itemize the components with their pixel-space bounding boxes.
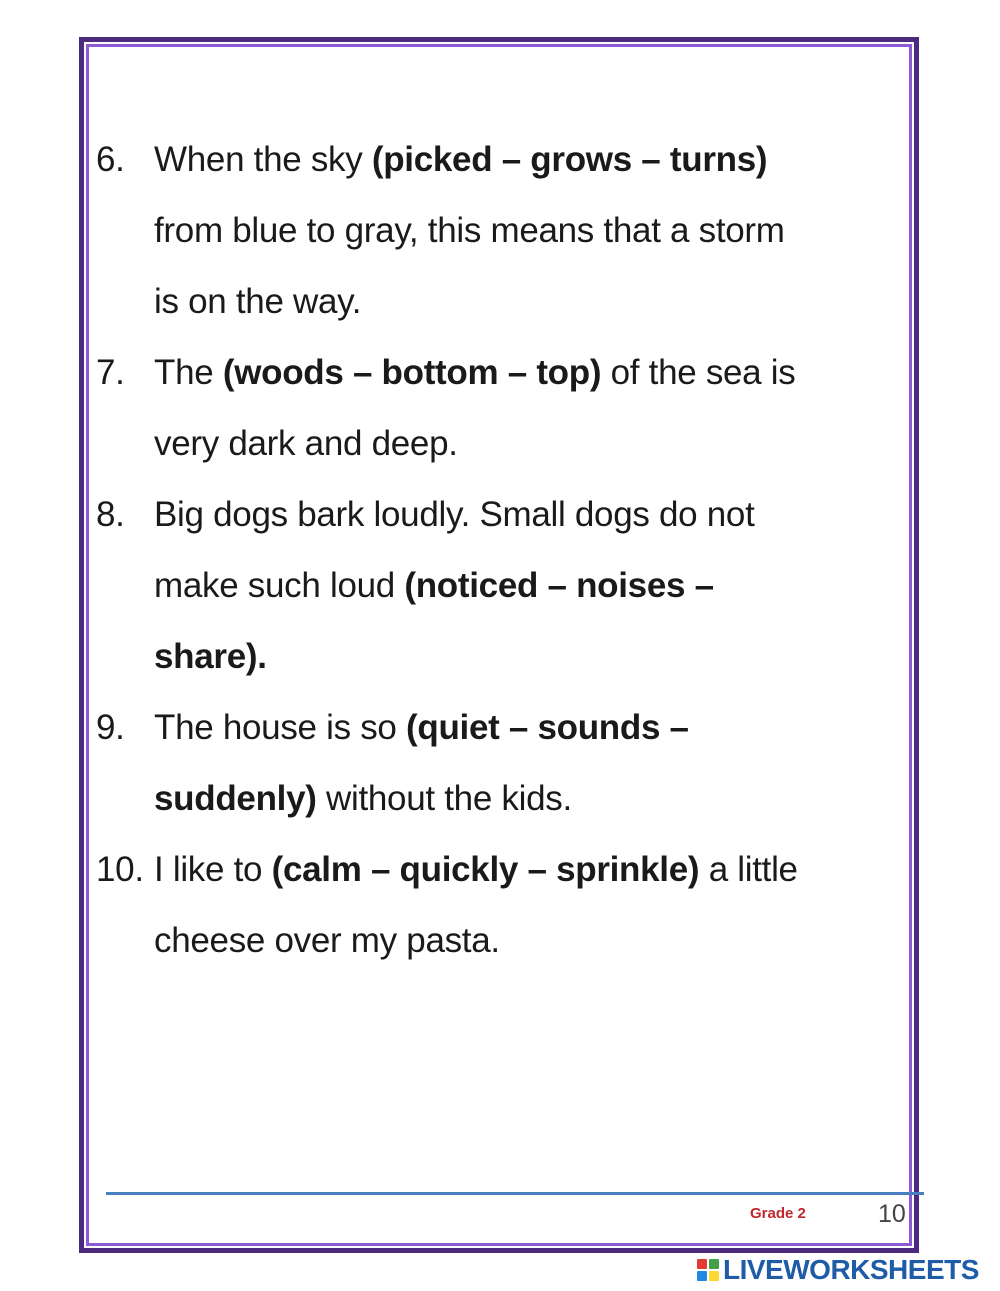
question-text: without the kids. xyxy=(316,779,572,818)
question-line xyxy=(154,408,896,479)
question-text: When the sky xyxy=(154,140,372,179)
question-line xyxy=(154,621,896,692)
question-text: from blue to gray, this means that a storm xyxy=(154,211,785,250)
question-line xyxy=(154,905,896,976)
logo-square xyxy=(697,1259,707,1269)
question-text: cheese over my pasta. xyxy=(154,921,500,960)
question-list xyxy=(96,124,896,976)
grade-label: Grade 2 xyxy=(750,1205,806,1222)
footer-divider xyxy=(106,1192,924,1195)
question-text: make such loud xyxy=(154,566,405,605)
liveworksheets-logo-icon xyxy=(697,1259,719,1281)
brand-name: LIVEWORKSHEETS xyxy=(723,1254,979,1285)
question-text: The xyxy=(154,353,223,392)
question-line xyxy=(154,834,896,905)
answer-options: share). xyxy=(154,637,267,676)
question-item xyxy=(96,337,896,479)
question-number: 6. xyxy=(96,140,125,179)
answer-options: (woods – bottom – top) xyxy=(222,353,602,392)
question-item xyxy=(96,479,896,692)
logo-square xyxy=(697,1271,707,1281)
question-text: a little xyxy=(699,850,798,889)
question-line xyxy=(154,337,896,408)
question-text: of the sea is xyxy=(601,353,796,392)
question-line xyxy=(154,763,896,834)
logo-square xyxy=(709,1271,719,1281)
answer-options: (quiet – sounds – xyxy=(406,708,689,747)
question-text: The house is so xyxy=(154,708,407,747)
question-line xyxy=(154,266,896,337)
answer-options: suddenly) xyxy=(154,779,317,818)
question-line xyxy=(154,479,896,550)
question-item xyxy=(96,124,896,337)
answer-options: (noticed – noises – xyxy=(404,566,714,605)
logo-square xyxy=(709,1259,719,1269)
question-line xyxy=(154,692,896,763)
question-number: 8. xyxy=(96,495,125,534)
question-line xyxy=(154,550,896,621)
question-text: I like to xyxy=(154,850,272,889)
question-line xyxy=(154,195,896,266)
question-item xyxy=(96,834,896,976)
question-line xyxy=(154,124,896,195)
question-number: 10. xyxy=(96,850,144,889)
question-text: very dark and deep. xyxy=(154,424,458,463)
answer-options: (calm – quickly – sprinkle xyxy=(271,850,688,889)
question-number: 7. xyxy=(96,353,125,392)
question-number: 9. xyxy=(96,708,125,747)
question-text: Big dogs bark loudly. Small dogs do not xyxy=(154,495,755,534)
page-number: 10 xyxy=(878,1200,906,1228)
answer-options: (picked – grows – turns) xyxy=(371,140,768,179)
question-text: is on the way. xyxy=(154,282,362,321)
question-item xyxy=(96,692,896,834)
answer-options: ) xyxy=(687,850,700,889)
brand-logo[interactable] xyxy=(697,1255,979,1285)
